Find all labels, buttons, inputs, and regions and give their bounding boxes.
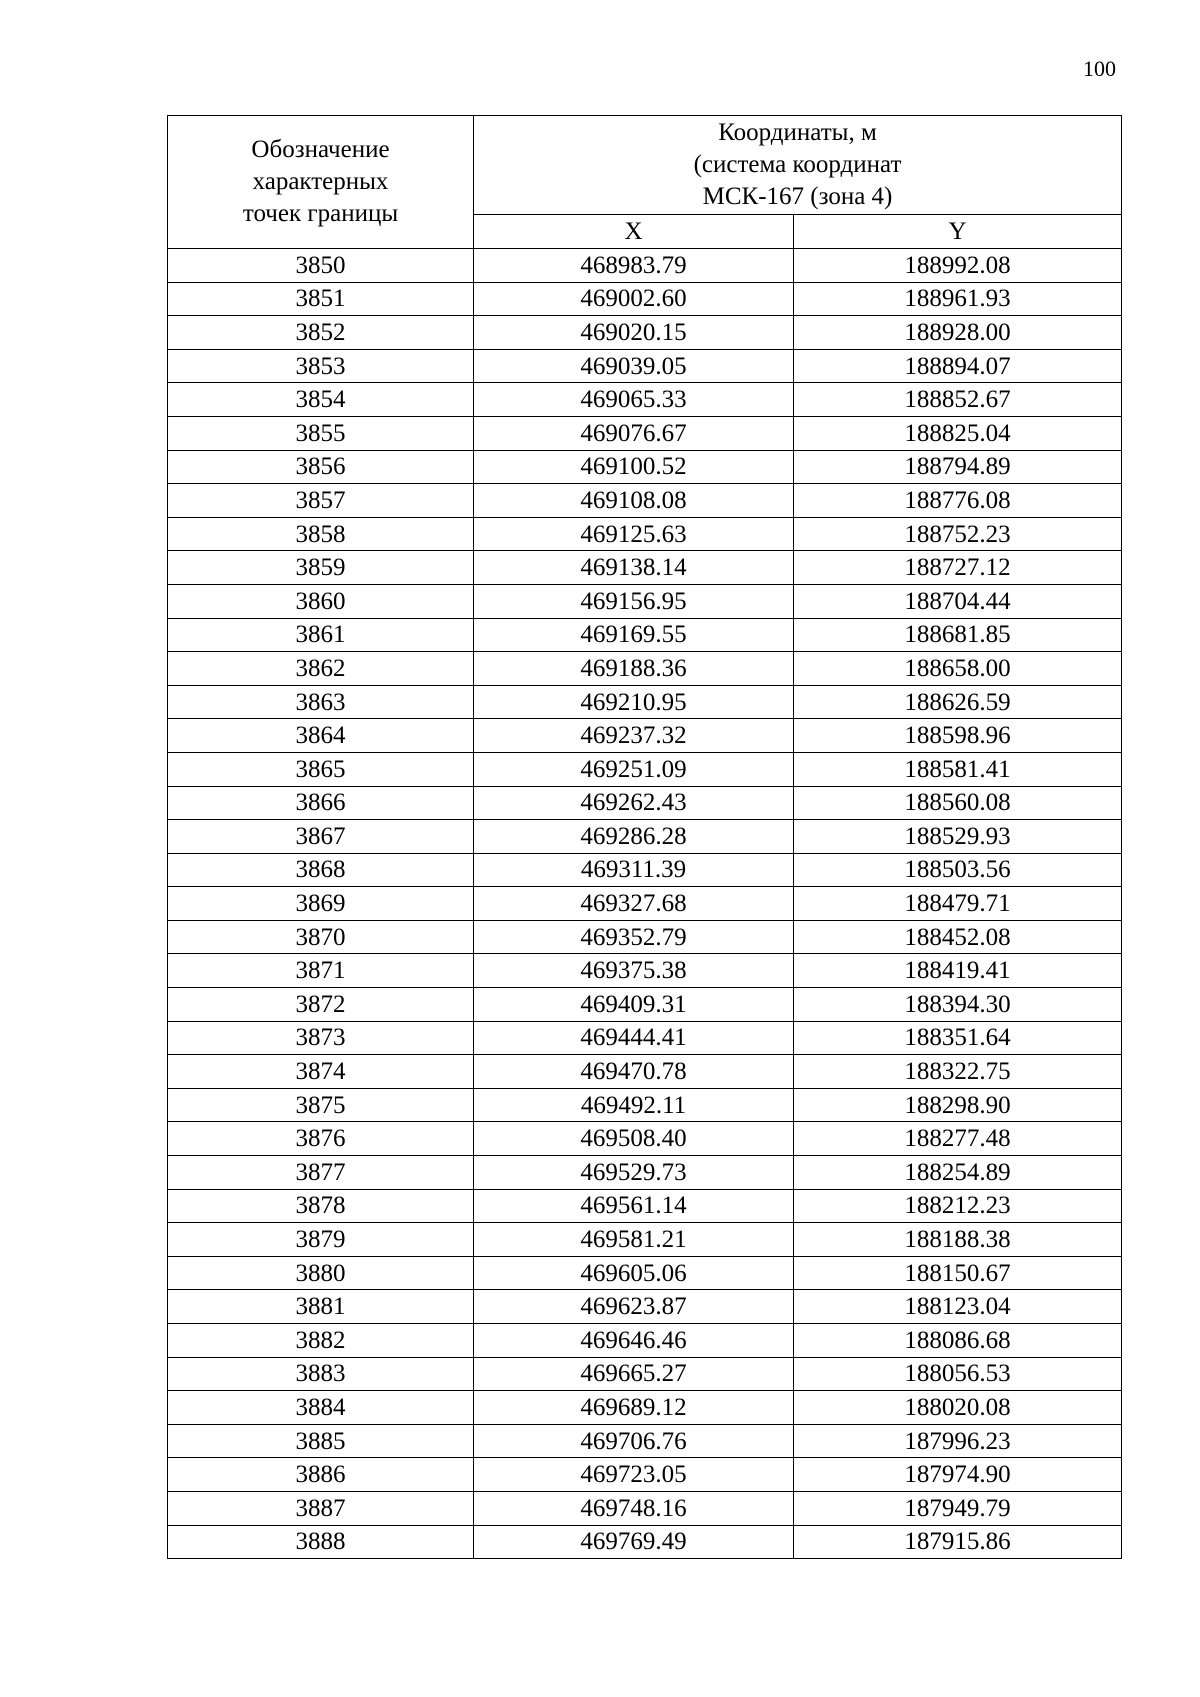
cell-point-id: 3871: [168, 954, 474, 988]
header-coords-line2: (система координат: [693, 151, 902, 178]
cell-point-id: 3880: [168, 1256, 474, 1290]
cell-x: 469156.95: [474, 584, 794, 618]
cell-y: 188188.38: [794, 1223, 1122, 1257]
table-row: [168, 1424, 1122, 1458]
coordinates-table: [167, 115, 1122, 1559]
table-row: [168, 282, 1122, 316]
cell-y: 188992.08: [794, 249, 1122, 283]
cell-y: 188150.67: [794, 1256, 1122, 1290]
cell-y: 188626.59: [794, 685, 1122, 719]
cell-x: 469748.16: [474, 1491, 794, 1525]
cell-point-id: 3887: [168, 1491, 474, 1525]
cell-x: 469262.43: [474, 786, 794, 820]
cell-point-id: 3879: [168, 1223, 474, 1257]
cell-y: 188254.89: [794, 1156, 1122, 1190]
cell-point-id: 3876: [168, 1122, 474, 1156]
table-row: [168, 652, 1122, 686]
cell-x: 469286.28: [474, 820, 794, 854]
table-header: [168, 116, 1122, 249]
cell-y: 188961.93: [794, 282, 1122, 316]
table-row: [168, 316, 1122, 350]
cell-x: 469769.49: [474, 1525, 794, 1559]
cell-point-id: 3882: [168, 1324, 474, 1358]
cell-point-id: 3853: [168, 349, 474, 383]
table-row: [168, 249, 1122, 283]
cell-x: 469689.12: [474, 1391, 794, 1425]
cell-point-id: 3883: [168, 1357, 474, 1391]
cell-y: 188776.08: [794, 484, 1122, 518]
cell-y: 188681.85: [794, 618, 1122, 652]
cell-point-id: 3859: [168, 551, 474, 585]
table-row: [168, 1391, 1122, 1425]
cell-x: 469002.60: [474, 282, 794, 316]
cell-y: 188581.41: [794, 752, 1122, 786]
cell-y: 187949.79: [794, 1491, 1122, 1525]
cell-point-id: 3858: [168, 517, 474, 551]
table-row: [168, 1223, 1122, 1257]
table-row: [168, 1189, 1122, 1223]
cell-x: 469169.55: [474, 618, 794, 652]
cell-point-id: 3856: [168, 450, 474, 484]
cell-point-id: 3851: [168, 282, 474, 316]
cell-y: 188479.71: [794, 887, 1122, 921]
cell-point-id: 3866: [168, 786, 474, 820]
cell-point-id: 3872: [168, 988, 474, 1022]
table-row: [168, 1122, 1122, 1156]
table-row: [168, 685, 1122, 719]
table-row: [168, 484, 1122, 518]
cell-point-id: 3855: [168, 416, 474, 450]
cell-y: 187974.90: [794, 1458, 1122, 1492]
table-row: [168, 551, 1122, 585]
cell-x: 469039.05: [474, 349, 794, 383]
table-row: [168, 719, 1122, 753]
cell-y: 187915.86: [794, 1525, 1122, 1559]
cell-x: 469561.14: [474, 1189, 794, 1223]
header-point-designation: [168, 116, 474, 249]
cell-y: 187996.23: [794, 1424, 1122, 1458]
table-row: [168, 1055, 1122, 1089]
cell-point-id: 3877: [168, 1156, 474, 1190]
cell-y: 188056.53: [794, 1357, 1122, 1391]
cell-x: 469100.52: [474, 450, 794, 484]
header-coords-line1: Координаты, м: [718, 119, 877, 146]
cell-y: 188560.08: [794, 786, 1122, 820]
table-row: [168, 1458, 1122, 1492]
cell-y: 188123.04: [794, 1290, 1122, 1324]
cell-point-id: 3881: [168, 1290, 474, 1324]
cell-x: 469020.15: [474, 316, 794, 350]
table-row: [168, 517, 1122, 551]
header-x: X: [474, 215, 794, 249]
header-designation-line1: Обозначение: [251, 136, 390, 163]
header-designation-line2: характерных: [252, 168, 389, 195]
cell-x: 469508.40: [474, 1122, 794, 1156]
cell-point-id: 3861: [168, 618, 474, 652]
cell-y: 188825.04: [794, 416, 1122, 450]
table-row: [168, 954, 1122, 988]
cell-x: 469605.06: [474, 1256, 794, 1290]
cell-point-id: 3860: [168, 584, 474, 618]
cell-x: 469492.11: [474, 1088, 794, 1122]
table-row: [168, 1357, 1122, 1391]
table-row: [168, 584, 1122, 618]
table-row: [168, 1324, 1122, 1358]
table-row: [168, 349, 1122, 383]
table-row: [168, 786, 1122, 820]
table-row: [168, 887, 1122, 921]
cell-y: 188277.48: [794, 1122, 1122, 1156]
cell-y: 188752.23: [794, 517, 1122, 551]
cell-x: 469352.79: [474, 920, 794, 954]
cell-y: 188928.00: [794, 316, 1122, 350]
cell-x: 469210.95: [474, 685, 794, 719]
cell-x: 469237.32: [474, 719, 794, 753]
cell-x: 469706.76: [474, 1424, 794, 1458]
cell-y: 188894.07: [794, 349, 1122, 383]
cell-point-id: 3864: [168, 719, 474, 753]
table-row: [168, 920, 1122, 954]
header-coords-line3: МСК-167 (зона 4): [702, 183, 893, 210]
table-row: [168, 1525, 1122, 1559]
cell-x: 469529.73: [474, 1156, 794, 1190]
cell-y: 188704.44: [794, 584, 1122, 618]
table-row: [168, 416, 1122, 450]
table-row: [168, 1088, 1122, 1122]
cell-y: 188529.93: [794, 820, 1122, 854]
cell-y: 188658.00: [794, 652, 1122, 686]
cell-x: 469327.68: [474, 887, 794, 921]
cell-point-id: 3869: [168, 887, 474, 921]
cell-x: 469623.87: [474, 1290, 794, 1324]
cell-y: 188419.41: [794, 954, 1122, 988]
cell-x: 469125.63: [474, 517, 794, 551]
cell-x: 469470.78: [474, 1055, 794, 1089]
cell-y: 188394.30: [794, 988, 1122, 1022]
cell-x: 469581.21: [474, 1223, 794, 1257]
table-body: [168, 249, 1122, 1559]
cell-point-id: 3865: [168, 752, 474, 786]
cell-x: 469138.14: [474, 551, 794, 585]
cell-x: 469251.09: [474, 752, 794, 786]
cell-point-id: 3873: [168, 1021, 474, 1055]
cell-point-id: 3857: [168, 484, 474, 518]
cell-y: 188086.68: [794, 1324, 1122, 1358]
cell-x: 469723.05: [474, 1458, 794, 1492]
cell-point-id: 3854: [168, 383, 474, 417]
cell-x: 469188.36: [474, 652, 794, 686]
cell-point-id: 3878: [168, 1189, 474, 1223]
cell-x: 468983.79: [474, 249, 794, 283]
cell-point-id: 3850: [168, 249, 474, 283]
cell-point-id: 3870: [168, 920, 474, 954]
cell-y: 188503.56: [794, 853, 1122, 887]
cell-x: 469444.41: [474, 1021, 794, 1055]
cell-point-id: 3884: [168, 1391, 474, 1425]
cell-point-id: 3863: [168, 685, 474, 719]
cell-y: 188852.67: [794, 383, 1122, 417]
cell-x: 469409.31: [474, 988, 794, 1022]
cell-y: 188298.90: [794, 1088, 1122, 1122]
cell-point-id: 3867: [168, 820, 474, 854]
cell-point-id: 3888: [168, 1525, 474, 1559]
table-row: [168, 1021, 1122, 1055]
table-row: [168, 853, 1122, 887]
cell-point-id: 3875: [168, 1088, 474, 1122]
cell-x: 469311.39: [474, 853, 794, 887]
table-row: [168, 618, 1122, 652]
table-row: [168, 1256, 1122, 1290]
header-y: Y: [794, 215, 1122, 249]
table-row: [168, 820, 1122, 854]
cell-y: 188452.08: [794, 920, 1122, 954]
cell-x: 469108.08: [474, 484, 794, 518]
cell-point-id: 3868: [168, 853, 474, 887]
table-row: [168, 1290, 1122, 1324]
cell-y: 188322.75: [794, 1055, 1122, 1089]
cell-x: 469375.38: [474, 954, 794, 988]
cell-x: 469076.67: [474, 416, 794, 450]
cell-point-id: 3886: [168, 1458, 474, 1492]
cell-x: 469065.33: [474, 383, 794, 417]
cell-point-id: 3862: [168, 652, 474, 686]
table-row: [168, 450, 1122, 484]
table-row: [168, 988, 1122, 1022]
header-coordinates: [474, 116, 1122, 215]
table-row: [168, 1491, 1122, 1525]
cell-y: 188727.12: [794, 551, 1122, 585]
cell-point-id: 3874: [168, 1055, 474, 1089]
table-row: [168, 383, 1122, 417]
cell-y: 188351.64: [794, 1021, 1122, 1055]
table-row: [168, 1156, 1122, 1190]
cell-y: 188020.08: [794, 1391, 1122, 1425]
cell-y: 188794.89: [794, 450, 1122, 484]
cell-y: 188598.96: [794, 719, 1122, 753]
cell-x: 469646.46: [474, 1324, 794, 1358]
cell-x: 469665.27: [474, 1357, 794, 1391]
page-number: 100: [1083, 56, 1116, 81]
header-designation-line3: точек границы: [242, 200, 399, 227]
cell-point-id: 3885: [168, 1424, 474, 1458]
cell-y: 188212.23: [794, 1189, 1122, 1223]
cell-point-id: 3852: [168, 316, 474, 350]
table-row: [168, 752, 1122, 786]
